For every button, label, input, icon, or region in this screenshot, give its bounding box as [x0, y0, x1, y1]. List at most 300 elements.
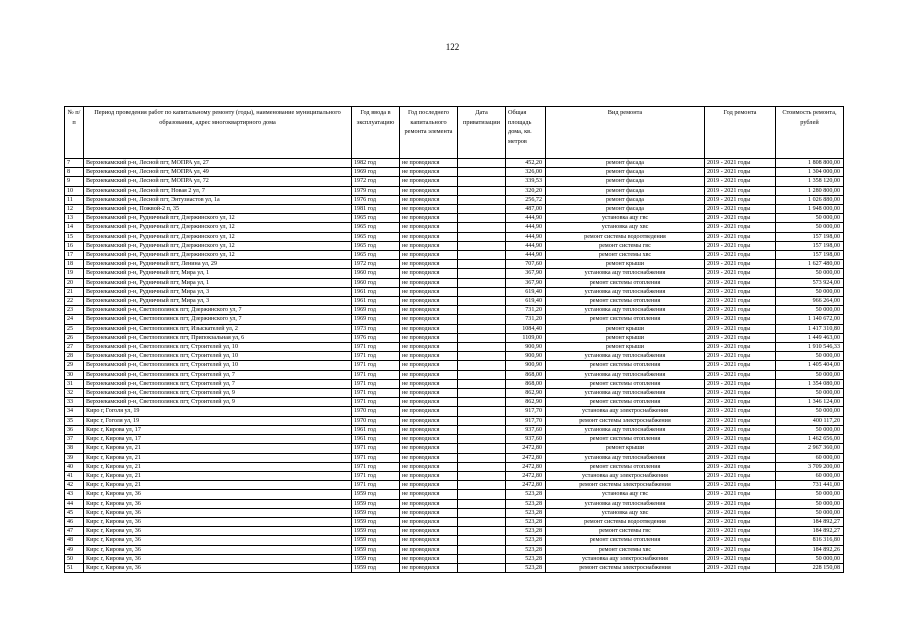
cell-address: Кирс г, Кирова ул, 36: [84, 527, 352, 536]
cell-num: 33: [65, 398, 84, 407]
cell-area: 707,60: [506, 260, 546, 269]
cell-repair-year: 2019 - 2021 годы: [705, 370, 776, 379]
cell-address: Верхнекамский р-н, Рудничный пгт, Дзержинского ул, 12: [84, 232, 352, 241]
cell-num: 26: [65, 333, 84, 342]
cell-address: Кирс г, Кирова ул, 21: [84, 471, 352, 480]
cell-year-built: 1971 год: [352, 343, 400, 352]
cell-year-built: 1969 год: [352, 315, 400, 324]
cell-area: 862,90: [506, 389, 546, 398]
cell-repair-year: 2019 - 2021 годы: [705, 554, 776, 563]
cell-address: Верхнекамский р-н, Рудничный пгт, Мира ул, 1: [84, 269, 352, 278]
cell-year-built: 1959 год: [352, 499, 400, 508]
cell-cost: 50 000,00: [776, 306, 844, 315]
cell-repair-year: 2019 - 2021 годы: [705, 545, 776, 554]
table-row: [65, 425, 844, 434]
table-row: [65, 361, 844, 370]
cell-repair-type: ремонт системы отопления: [546, 379, 705, 388]
cell-last-repair: не проводился: [400, 398, 458, 407]
cell-year-built: 1959 год: [352, 490, 400, 499]
cell-privatization: [458, 168, 506, 177]
cell-last-repair: не проводился: [400, 343, 458, 352]
table-row: [65, 232, 844, 241]
cell-address: Верхнекамский р-н, Лесной пгт, МОПРА ул, 72: [84, 177, 352, 186]
cell-area: 326,00: [506, 168, 546, 177]
cell-repair-year: 2019 - 2021 годы: [705, 379, 776, 388]
table-row: [65, 251, 844, 260]
cell-last-repair: не проводился: [400, 352, 458, 361]
cell-privatization: [458, 536, 506, 545]
cell-cost: 1 304 000,00: [776, 168, 844, 177]
cell-address: Верхнекамский р-н, Рудничный пгт, Дзержинского ул, 12: [84, 241, 352, 250]
cell-last-repair: не проводился: [400, 223, 458, 232]
cell-last-repair: не проводился: [400, 251, 458, 260]
repair-table: [64, 106, 844, 573]
table-row: [65, 287, 844, 296]
cell-address: Верхнекамский р-н, Светлополянск пгт, Строителей ул, 10: [84, 361, 352, 370]
cell-num: 13: [65, 214, 84, 223]
header-cost: Стоимость ремонта, рублей: [776, 107, 844, 159]
table-row: [65, 195, 844, 204]
cell-repair-type: ремонт фасада: [546, 186, 705, 195]
table-body: [65, 159, 844, 573]
cell-area: 619,40: [506, 297, 546, 306]
cell-last-repair: не проводился: [400, 361, 458, 370]
cell-repair-year: 2019 - 2021 годы: [705, 517, 776, 526]
cell-repair-year: 2019 - 2021 годы: [705, 499, 776, 508]
table-row: [65, 306, 844, 315]
cell-year-built: 1972 год: [352, 177, 400, 186]
cell-last-repair: не проводился: [400, 269, 458, 278]
table-row: [65, 499, 844, 508]
table-row: [65, 462, 844, 471]
cell-year-built: 1979 год: [352, 186, 400, 195]
cell-address: Кирс г, Кирова ул, 17: [84, 435, 352, 444]
cell-num: 18: [65, 260, 84, 269]
cell-last-repair: не проводился: [400, 416, 458, 425]
cell-cost: 50 000,00: [776, 508, 844, 517]
cell-privatization: [458, 370, 506, 379]
cell-repair-year: 2019 - 2021 годы: [705, 407, 776, 416]
header-num: № п/п: [65, 107, 84, 159]
cell-repair-year: 2019 - 2021 годы: [705, 269, 776, 278]
cell-num: 23: [65, 306, 84, 315]
table-row: [65, 343, 844, 352]
cell-address: Верхнекамский р-н, Светлополянск пгт, Строителей ул, 7: [84, 370, 352, 379]
cell-cost: 816 316,80: [776, 536, 844, 545]
cell-cost: 2 967 360,00: [776, 444, 844, 453]
cell-privatization: [458, 352, 506, 361]
table-row: [65, 398, 844, 407]
cell-cost: 157 198,00: [776, 232, 844, 241]
cell-repair-type: ремонт системы хвс: [546, 545, 705, 554]
cell-last-repair: не проводился: [400, 333, 458, 342]
cell-repair-type: ремонт системы отопления: [546, 278, 705, 287]
table-row: [65, 481, 844, 490]
cell-num: 50: [65, 554, 84, 563]
cell-area: 523,28: [506, 508, 546, 517]
table-row: [65, 168, 844, 177]
cell-area: 444,90: [506, 241, 546, 250]
cell-privatization: [458, 545, 506, 554]
cell-year-built: 1961 год: [352, 435, 400, 444]
cell-privatization: [458, 232, 506, 241]
table-row: [65, 159, 844, 168]
cell-repair-year: 2019 - 2021 годы: [705, 205, 776, 214]
cell-cost: 50 000,00: [776, 214, 844, 223]
cell-cost: 1 026 880,00: [776, 195, 844, 204]
cell-last-repair: не проводился: [400, 389, 458, 398]
cell-privatization: [458, 425, 506, 434]
cell-repair-year: 2019 - 2021 годы: [705, 490, 776, 499]
cell-address: Верхнекамский р-н, Рудничный пгт, Мира ул, 1: [84, 278, 352, 287]
cell-cost: 157 198,00: [776, 251, 844, 260]
cell-repair-year: 2019 - 2021 годы: [705, 177, 776, 186]
cell-repair-year: 2019 - 2021 годы: [705, 241, 776, 250]
cell-repair-year: 2019 - 2021 годы: [705, 389, 776, 398]
cell-cost: 60 000,00: [776, 453, 844, 462]
cell-repair-year: 2019 - 2021 годы: [705, 260, 776, 269]
cell-cost: 1 462 656,00: [776, 435, 844, 444]
cell-year-built: 1959 год: [352, 527, 400, 536]
cell-privatization: [458, 517, 506, 526]
cell-cost: 1 449 463,00: [776, 333, 844, 342]
cell-repair-type: ремонт системы гвс: [546, 241, 705, 250]
cell-last-repair: не проводился: [400, 168, 458, 177]
cell-repair-year: 2019 - 2021 годы: [705, 536, 776, 545]
cell-address: Верхнекамский р-н, Рудничный пгт, Дзержинского ул, 12: [84, 251, 352, 260]
cell-last-repair: не проводился: [400, 499, 458, 508]
cell-address: Кирс г, Кирова ул, 36: [84, 517, 352, 526]
table-row: [65, 205, 844, 214]
cell-area: 523,28: [506, 527, 546, 536]
cell-num: 39: [65, 453, 84, 462]
cell-cost: 184 892,27: [776, 527, 844, 536]
cell-last-repair: не проводился: [400, 297, 458, 306]
cell-num: 49: [65, 545, 84, 554]
cell-address: Верхнекамский р-н, Лесной пгт, Энтузиастов ул, 1а: [84, 195, 352, 204]
table-row: [65, 545, 844, 554]
cell-year-built: 1959 год: [352, 517, 400, 526]
cell-privatization: [458, 398, 506, 407]
cell-address: Верхнекамский р-н, Рудничный пгт, Дзержинского ул, 12: [84, 223, 352, 232]
cell-privatization: [458, 260, 506, 269]
cell-area: 523,28: [506, 545, 546, 554]
cell-cost: 50 000,00: [776, 389, 844, 398]
cell-year-built: 1971 год: [352, 444, 400, 453]
cell-repair-year: 2019 - 2021 годы: [705, 453, 776, 462]
cell-area: 487,00: [506, 205, 546, 214]
cell-privatization: [458, 508, 506, 517]
cell-num: 28: [65, 352, 84, 361]
cell-last-repair: не проводился: [400, 517, 458, 526]
cell-area: 523,28: [506, 536, 546, 545]
cell-cost: 1 417 310,80: [776, 324, 844, 333]
table-row: [65, 352, 844, 361]
cell-address: Верхнекамский р-н, Рудничный пгт, Ленина ул, 29: [84, 260, 352, 269]
cell-repair-year: 2019 - 2021 годы: [705, 297, 776, 306]
cell-last-repair: не проводился: [400, 177, 458, 186]
cell-num: 32: [65, 389, 84, 398]
table-row: [65, 563, 844, 572]
cell-address: Кирс г, Кирова ул, 36: [84, 508, 352, 517]
cell-last-repair: не проводился: [400, 527, 458, 536]
cell-privatization: [458, 186, 506, 195]
cell-cost: 1 354 080,00: [776, 379, 844, 388]
cell-last-repair: не проводился: [400, 563, 458, 572]
cell-repair-type: установка ацу электроснабжения: [546, 407, 705, 416]
cell-year-built: 1969 год: [352, 306, 400, 315]
cell-repair-type: установка ацу теплоснабжения: [546, 287, 705, 296]
cell-address: Верхнекамский р-н, Лесной пгт, МОПРА ул, 27: [84, 159, 352, 168]
cell-cost: 50 000,00: [776, 223, 844, 232]
cell-num: 7: [65, 159, 84, 168]
table-row: [65, 324, 844, 333]
cell-last-repair: не проводился: [400, 425, 458, 434]
cell-area: 444,90: [506, 223, 546, 232]
cell-repair-type: установка ацу теплоснабжения: [546, 499, 705, 508]
table-row: [65, 333, 844, 342]
cell-repair-year: 2019 - 2021 годы: [705, 251, 776, 260]
cell-num: 12: [65, 205, 84, 214]
cell-num: 15: [65, 232, 84, 241]
cell-address: Киро г, Гоголя ул, 19: [84, 407, 352, 416]
cell-num: 27: [65, 343, 84, 352]
cell-cost: 966 264,00: [776, 297, 844, 306]
table-row: [65, 297, 844, 306]
cell-address: Верхнекамский р-н, Лесной пгт, МОПРА ул, 49: [84, 168, 352, 177]
cell-address: Верхнекамский р-н, Светлополянск пгт, Строителей ул, 7: [84, 379, 352, 388]
cell-area: 444,90: [506, 232, 546, 241]
cell-repair-year: 2019 - 2021 годы: [705, 527, 776, 536]
cell-area: 731,20: [506, 306, 546, 315]
cell-repair-type: ремонт крыши: [546, 444, 705, 453]
cell-cost: 50 000,00: [776, 490, 844, 499]
cell-repair-type: ремонт системы отопления: [546, 315, 705, 324]
cell-privatization: [458, 177, 506, 186]
cell-repair-type: ремонт крыши: [546, 324, 705, 333]
cell-area: 2472,80: [506, 444, 546, 453]
cell-area: 731,20: [506, 315, 546, 324]
cell-num: 37: [65, 435, 84, 444]
header-area: Общая площадь дома, кв. метров: [506, 107, 546, 159]
cell-num: 24: [65, 315, 84, 324]
cell-cost: 573 924,00: [776, 278, 844, 287]
cell-repair-year: 2019 - 2021 годы: [705, 398, 776, 407]
cell-repair-type: ремонт фасада: [546, 205, 705, 214]
cell-cost: 50 000,00: [776, 554, 844, 563]
cell-address: Кирс г, Кирова ул, 36: [84, 536, 352, 545]
cell-cost: 50 000,00: [776, 287, 844, 296]
cell-area: 339,53: [506, 177, 546, 186]
cell-area: 900,90: [506, 361, 546, 370]
table-row: [65, 517, 844, 526]
cell-repair-type: установка ацу теплоснабжения: [546, 306, 705, 315]
cell-repair-year: 2019 - 2021 годы: [705, 416, 776, 425]
cell-year-built: 1971 год: [352, 389, 400, 398]
table-row: [65, 453, 844, 462]
cell-year-built: 1965 год: [352, 232, 400, 241]
cell-repair-type: ремонт фасада: [546, 168, 705, 177]
table-row: [65, 389, 844, 398]
table-row: [65, 416, 844, 425]
cell-address: Верхнекамский р-н, Пожвой-2 п, 35: [84, 205, 352, 214]
cell-num: 17: [65, 251, 84, 260]
cell-cost: 157 198,00: [776, 241, 844, 250]
cell-year-built: 1965 год: [352, 251, 400, 260]
cell-area: 868,00: [506, 370, 546, 379]
cell-num: 42: [65, 481, 84, 490]
header-last-repair: Год последнего капитального ремонта элемента: [400, 107, 458, 159]
cell-repair-type: ремонт системы электроснабжения: [546, 416, 705, 425]
cell-repair-year: 2019 - 2021 годы: [705, 333, 776, 342]
cell-last-repair: не проводился: [400, 287, 458, 296]
cell-privatization: [458, 481, 506, 490]
cell-privatization: [458, 462, 506, 471]
cell-repair-year: 2019 - 2021 годы: [705, 315, 776, 324]
cell-privatization: [458, 563, 506, 572]
cell-year-built: 1971 год: [352, 379, 400, 388]
cell-address: Верхнекамский р-н, Светлополянск пгт, Строителей ул, 10: [84, 343, 352, 352]
cell-num: 43: [65, 490, 84, 499]
cell-address: Кирс г, Гоголя ул, 19: [84, 416, 352, 425]
cell-repair-type: ремонт системы электроснабжения: [546, 563, 705, 572]
cell-num: 25: [65, 324, 84, 333]
cell-cost: 228 150,08: [776, 563, 844, 572]
cell-repair-type: установка ацу гвс: [546, 214, 705, 223]
page-number: 122: [445, 42, 460, 52]
cell-address: Верхнекамский р-н, Светлополянск пгт, Строителей ул, 9: [84, 398, 352, 407]
cell-cost: 1 280 800,00: [776, 186, 844, 195]
cell-repair-year: 2019 - 2021 годы: [705, 481, 776, 490]
header-repair-year: Год ремонта: [705, 107, 776, 159]
table-row: [65, 223, 844, 232]
cell-last-repair: не проводился: [400, 444, 458, 453]
table-row: [65, 508, 844, 517]
cell-address: Верхнекамский р-н, Лесной пгт, Новая 2 ул, 7: [84, 186, 352, 195]
cell-cost: 184 892,27: [776, 517, 844, 526]
cell-address: Кирс г, Кирова ул, 21: [84, 481, 352, 490]
table-row: [65, 278, 844, 287]
cell-privatization: [458, 251, 506, 260]
cell-area: 367,90: [506, 269, 546, 278]
cell-privatization: [458, 241, 506, 250]
cell-repair-type: установка ацу гвс: [546, 490, 705, 499]
cell-repair-year: 2019 - 2021 годы: [705, 471, 776, 480]
cell-year-built: 1959 год: [352, 508, 400, 517]
table-row: [65, 407, 844, 416]
cell-privatization: [458, 379, 506, 388]
cell-last-repair: не проводился: [400, 214, 458, 223]
cell-num: 14: [65, 223, 84, 232]
cell-cost: 184 892,26: [776, 545, 844, 554]
cell-repair-type: ремонт системы отопления: [546, 297, 705, 306]
cell-repair-type: установка ацу теплоснабжения: [546, 389, 705, 398]
cell-last-repair: не проводился: [400, 306, 458, 315]
cell-repair-type: установка ацу теплоснабжения: [546, 425, 705, 434]
cell-year-built: 1959 год: [352, 536, 400, 545]
cell-num: 45: [65, 508, 84, 517]
cell-last-repair: не проводился: [400, 462, 458, 471]
cell-cost: 60 000,00: [776, 471, 844, 480]
cell-num: 8: [65, 168, 84, 177]
cell-cost: 1 358 120,00: [776, 177, 844, 186]
cell-repair-type: установка ацу теплоснабжения: [546, 370, 705, 379]
cell-year-built: 1982 год: [352, 159, 400, 168]
cell-area: 917,70: [506, 407, 546, 416]
cell-repair-year: 2019 - 2021 годы: [705, 223, 776, 232]
cell-address: Кирс г, Кирова ул, 36: [84, 490, 352, 499]
cell-num: 31: [65, 379, 84, 388]
cell-last-repair: не проводился: [400, 508, 458, 517]
cell-year-built: 1959 год: [352, 554, 400, 563]
cell-num: 35: [65, 416, 84, 425]
cell-repair-type: установка ацу электроснабжения: [546, 471, 705, 480]
cell-address: Верхнекамский р-н, Рудничный пгт, Мира ул, 3: [84, 297, 352, 306]
cell-privatization: [458, 471, 506, 480]
cell-cost: 50 000,00: [776, 499, 844, 508]
cell-area: 452,20: [506, 159, 546, 168]
cell-repair-type: ремонт системы отопления: [546, 462, 705, 471]
cell-area: 320,20: [506, 186, 546, 195]
cell-area: 523,28: [506, 517, 546, 526]
header-repair-type: Вид ремонта: [546, 107, 705, 159]
cell-privatization: [458, 407, 506, 416]
cell-cost: 1 140 672,00: [776, 315, 844, 324]
cell-repair-type: ремонт крыши: [546, 260, 705, 269]
cell-area: 937,60: [506, 425, 546, 434]
cell-repair-year: 2019 - 2021 годы: [705, 361, 776, 370]
table-row: [65, 370, 844, 379]
cell-year-built: 1961 год: [352, 425, 400, 434]
cell-area: 1084,40: [506, 324, 546, 333]
cell-num: 10: [65, 186, 84, 195]
cell-last-repair: не проводился: [400, 195, 458, 204]
table-row: [65, 444, 844, 453]
cell-cost: 1 808 800,00: [776, 159, 844, 168]
cell-num: 22: [65, 297, 84, 306]
cell-last-repair: не проводился: [400, 205, 458, 214]
cell-privatization: [458, 297, 506, 306]
cell-privatization: [458, 416, 506, 425]
cell-last-repair: не проводился: [400, 315, 458, 324]
cell-repair-year: 2019 - 2021 годы: [705, 444, 776, 453]
cell-repair-type: установка ацу теплоснабжения: [546, 269, 705, 278]
cell-repair-year: 2019 - 2021 годы: [705, 508, 776, 517]
cell-last-repair: не проводился: [400, 554, 458, 563]
cell-address: Кирс г, Кирова ул, 21: [84, 462, 352, 471]
table-row: [65, 554, 844, 563]
cell-year-built: 1970 год: [352, 407, 400, 416]
cell-repair-type: ремонт системы гвс: [546, 527, 705, 536]
cell-num: 46: [65, 517, 84, 526]
table-row: [65, 527, 844, 536]
cell-repair-type: установка ацу теплоснабжения: [546, 352, 705, 361]
cell-privatization: [458, 195, 506, 204]
cell-cost: 50 000,00: [776, 269, 844, 278]
cell-num: 21: [65, 287, 84, 296]
cell-repair-type: ремонт системы отопления: [546, 536, 705, 545]
cell-repair-type: ремонт фасада: [546, 159, 705, 168]
cell-cost: 50 000,00: [776, 352, 844, 361]
cell-cost: 50 000,00: [776, 407, 844, 416]
table-row: [65, 536, 844, 545]
cell-area: 523,28: [506, 499, 546, 508]
cell-privatization: [458, 361, 506, 370]
table-row: [65, 315, 844, 324]
cell-privatization: [458, 159, 506, 168]
cell-area: 523,28: [506, 563, 546, 572]
cell-area: 2472,80: [506, 481, 546, 490]
